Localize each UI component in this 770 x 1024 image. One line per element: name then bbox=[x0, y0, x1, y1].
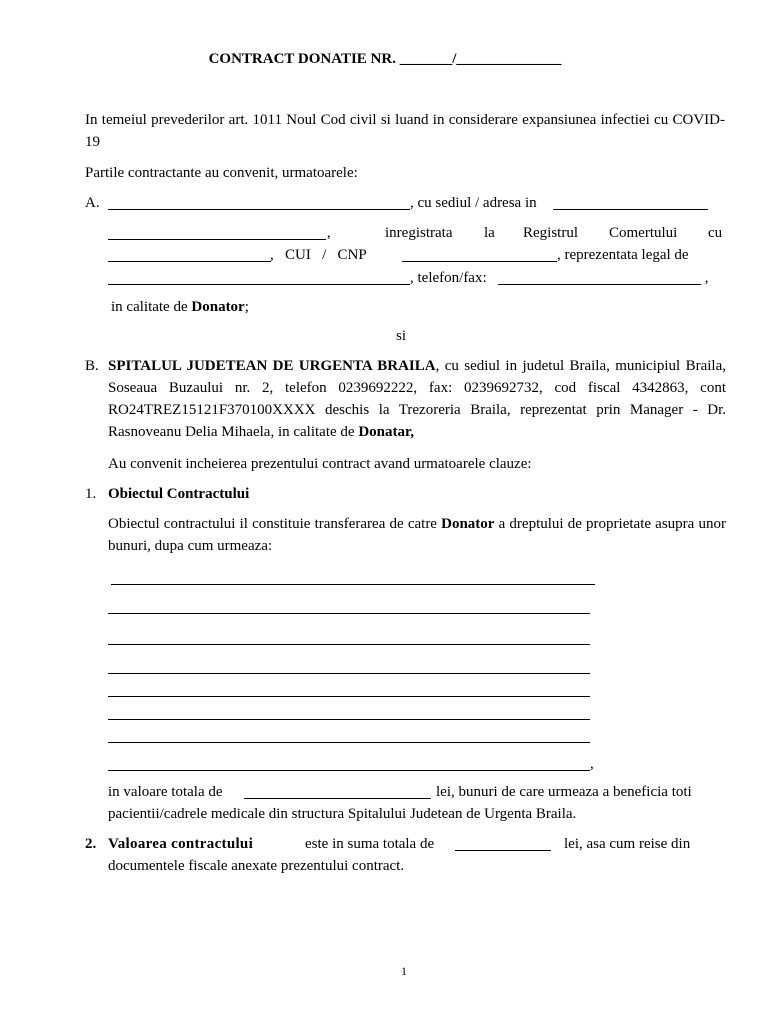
total-value-label: in valoare totala de bbox=[108, 784, 223, 800]
goods-line-7[interactable] bbox=[108, 742, 590, 743]
intro-paragraph: In temeiul prevederilor art. 1011 Noul Cod civil si luand in considerare expansiunea infectiei cu COVID-19 bbox=[85, 112, 725, 150]
representative-blank[interactable] bbox=[108, 284, 410, 285]
party-a-address-blank[interactable] bbox=[553, 209, 708, 210]
word-la: la bbox=[484, 225, 495, 241]
conjunction-si: si bbox=[396, 328, 407, 344]
total-value-blank[interactable] bbox=[244, 798, 431, 799]
word-cu: cu bbox=[708, 225, 723, 241]
cui-cnp-blank[interactable] bbox=[402, 261, 557, 262]
party-a-label: A. bbox=[85, 195, 100, 211]
goods-line-8[interactable] bbox=[108, 770, 590, 771]
registered-word: inregistrata bbox=[385, 225, 453, 241]
parties-intro: Partile contractante au convenit, urmatoarele: bbox=[85, 165, 358, 181]
contract-value-blank[interactable] bbox=[455, 850, 551, 851]
goods-line-1[interactable] bbox=[111, 584, 595, 585]
clause-1-number: 1. bbox=[85, 486, 97, 502]
represented-by-label: , reprezentata legal de bbox=[557, 247, 689, 263]
clause-2-heading: Valoarea contractului bbox=[108, 836, 254, 852]
page-number: 1 bbox=[401, 964, 407, 978]
clause-1-text: Obiectul contractului il constituie transferarea de catre Donator a dreptului de proprietate asupra unor bunuri, dupa cum urmeaza: bbox=[108, 516, 726, 554]
party-a-address-label: , cu sediul / adresa in bbox=[410, 195, 537, 211]
goods-line-5[interactable] bbox=[108, 696, 590, 697]
goods-line-4[interactable] bbox=[108, 673, 590, 674]
word-registrul: Registrul bbox=[523, 225, 578, 241]
agreed-clauses: Au convenit incheierea prezentului contract avand urmatoarele clauze: bbox=[108, 456, 532, 472]
comma-end: , bbox=[701, 270, 709, 286]
total-value-suffix: lei, bunuri de care urmeaza a beneficia toti bbox=[436, 784, 692, 800]
goods-line-end-comma: , bbox=[590, 756, 594, 772]
beneficiaries-text: pacientii/cadrele medicale din structura Spitalului Judetean de Urgenta Braila. bbox=[108, 806, 577, 822]
contract-title: CONTRACT DONATIE NR. _______/______________ bbox=[208, 51, 562, 67]
phone-fax-blank[interactable] bbox=[498, 284, 701, 285]
party-b-paragraph: SPITALUL JUDETEAN DE URGENTA BRAILA, cu sediul in judetul Braila, municipiul Braila, Soseaua Buzaului nr. 2, telefon 0239692222, fax: 0239692732, cod fiscal 4342863, cont RO24TREZ15121F370100XXXX deschis la Trezoreria Braila, reprezentat prin Manager - Dr. Rasnoveanu Delia Mihaela, in calitate de Donatar, bbox=[108, 358, 726, 440]
clause-2-sum-label: este in suma totala de bbox=[305, 836, 435, 852]
party-b-label: B. bbox=[85, 358, 99, 374]
clause-2-number: 2. bbox=[85, 836, 97, 852]
cui-cnp-label: , CUI / CNP bbox=[270, 247, 367, 263]
clause-2-suffix: lei, asa cum reise din bbox=[564, 836, 691, 852]
goods-line-3[interactable] bbox=[108, 644, 590, 645]
party-a-address-blank-2[interactable] bbox=[108, 239, 326, 240]
registry-number-blank[interactable] bbox=[108, 261, 271, 262]
phone-fax-label: , telefon/fax: bbox=[410, 270, 487, 286]
party-a-role: in calitate de Donator; bbox=[111, 299, 249, 315]
comma: , bbox=[327, 225, 331, 241]
party-a-name-blank[interactable] bbox=[108, 209, 410, 210]
clause-1-heading: Obiectul Contractului bbox=[108, 486, 250, 502]
clause-2-line-2: documentele fiscale anexate prezentului contract. bbox=[108, 858, 405, 874]
goods-line-2[interactable] bbox=[108, 613, 590, 614]
word-comertului: Comertului bbox=[609, 225, 678, 241]
goods-line-6[interactable] bbox=[108, 719, 590, 720]
